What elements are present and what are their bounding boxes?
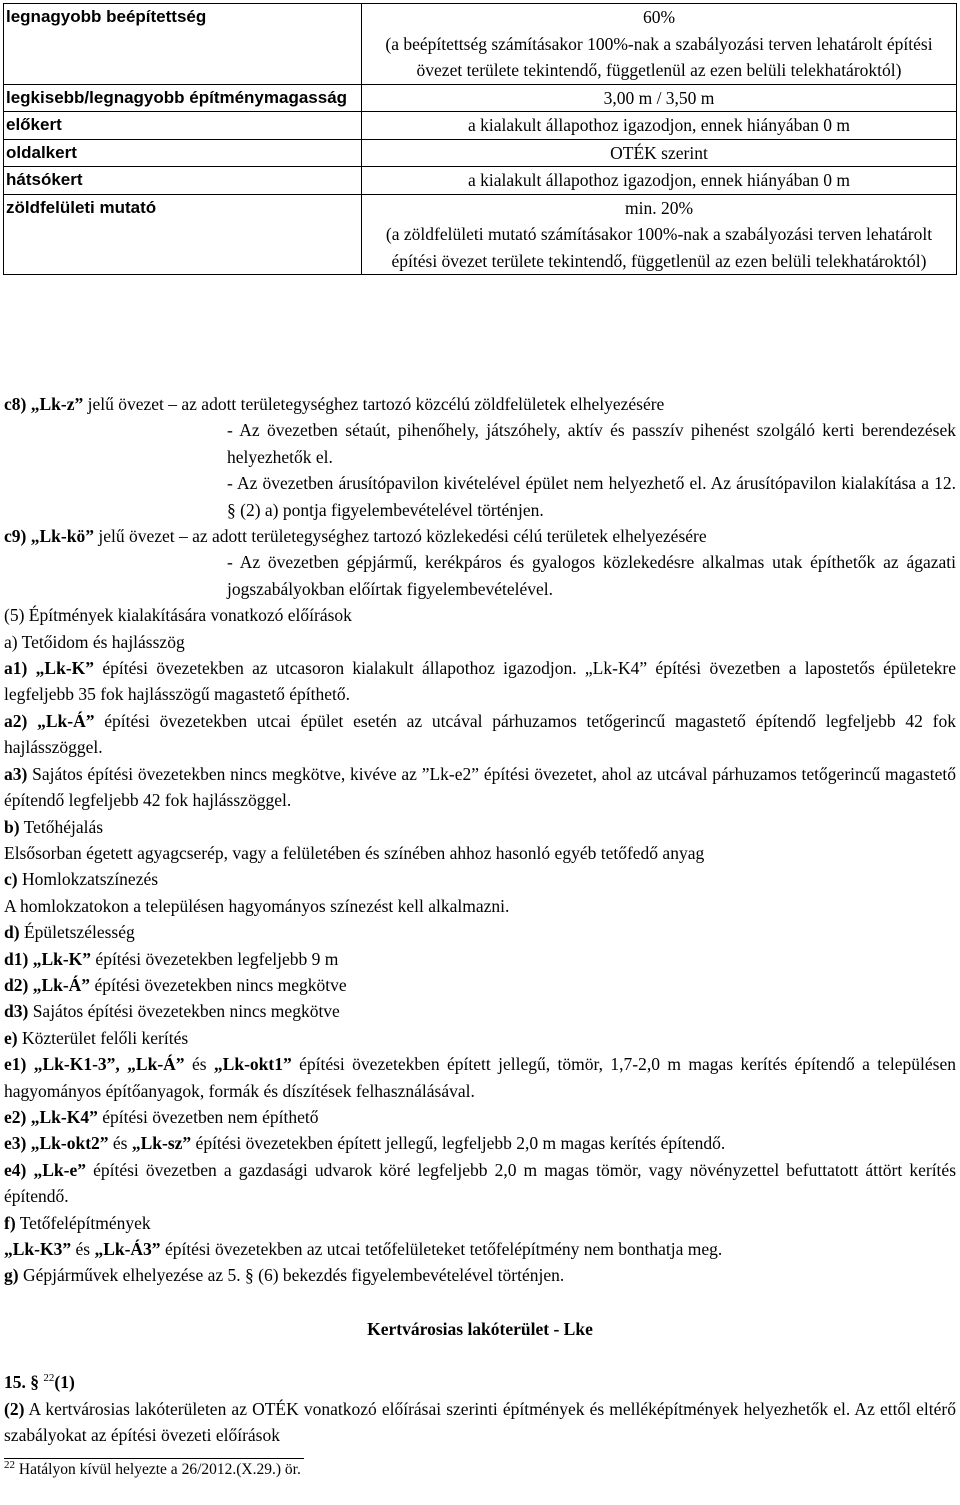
footnote-ref[interactable]: 22 <box>43 1372 55 1385</box>
item-label: d2) <box>4 974 29 995</box>
item-label: e1) <box>4 1054 27 1075</box>
table-row <box>4 112 957 140</box>
footnote-text: Hatályon kívül helyezte a 26/2012.(X.29.) ör. <box>15 1461 301 1479</box>
zone-code: „Lk-sz” <box>131 1133 192 1154</box>
item-a3 <box>4 761 956 814</box>
section-title <box>4 1316 956 1342</box>
item-e2 <box>4 1104 956 1130</box>
conjunction: és <box>108 1133 132 1154</box>
item-text: A kertvárosias lakóterületen az OTÉK vonatkozó előírásai szerinti építmények és melléképítmények helyezhetők el. Az ettől eltérő szabályokat az építési övezeti előírások <box>4 1398 956 1446</box>
item-label: e2) <box>4 1106 27 1127</box>
c8-bullet: - Az övezetben sétaút, pihenőhely, játszóhely, aktív és passzív pihenést szolgáló kerti berendezések helyezhetők el. <box>227 420 956 467</box>
item-g <box>4 1262 956 1288</box>
c8-bullet: - Az övezetben árusítópavilon kivételével épület nem helyezhető el. Az árusítópavilon kialakítása a 12. § (2) a) pontja figyelembevételével történjen. <box>227 473 956 520</box>
item-text: Közterület felőli kerítés <box>17 1027 189 1048</box>
subsection-f-heading <box>4 1210 956 1236</box>
item-label: c) <box>4 869 18 890</box>
item-c-text: A homlokzatokon a településen hagyományos színezést kell alkalmazni. <box>4 895 510 916</box>
item-text: Homlokzatszínezés <box>17 869 159 890</box>
item-text: építési övezetekben épített jellegű, legfeljebb 2,0 m magas kerítés építendő. <box>191 1133 726 1154</box>
item-d2 <box>4 972 956 998</box>
item-text: építési övezetben nem építhető <box>97 1106 319 1127</box>
document-body <box>4 391 956 1481</box>
table-row <box>4 194 957 275</box>
table-row <box>4 84 957 112</box>
item-text: építési övezetekben az utcai tetőfelületeket tetőfelépítmény nem bonthatja meg. <box>160 1239 723 1259</box>
item-e3 <box>4 1130 956 1156</box>
item-text: építési övezetekben utcai épület esetén az utcával párhuzamos tetőgerincű magastető építendő legfeljebb 42 fok hajlásszöggel. <box>4 710 957 758</box>
item-label: a3) <box>4 763 28 784</box>
subsection-e-heading <box>4 1025 956 1051</box>
conjunction: és <box>184 1054 214 1075</box>
row-label: legnagyobb beépítettség <box>4 4 362 85</box>
item-e1 <box>4 1051 956 1104</box>
value-line: 60% <box>642 7 676 27</box>
value-note: (a beépítettség számításakor 100%-nak a szabályozási terven lehatárolt építési övezet területe tekintendő, függetlenül az ezen belüli telekhatároktól) <box>385 33 933 80</box>
item-text: Tetőfelépítmények <box>15 1212 151 1233</box>
item-label: b) <box>4 816 20 837</box>
item-a2 <box>4 708 956 761</box>
item-label: e) <box>4 1027 18 1048</box>
row-value <box>362 194 957 275</box>
item-d1 <box>4 946 956 972</box>
zone-code: „Lk-K1-3”, „Lk-Á” <box>33 1054 185 1075</box>
row-label: hátsókert <box>4 167 362 195</box>
subsection-d-heading <box>4 919 956 945</box>
item-label: e3) <box>4 1133 27 1154</box>
item-e4 <box>4 1157 956 1210</box>
table-row <box>4 4 957 85</box>
paragraph-number: 15. § <box>4 1372 39 1393</box>
row-label: zöldfelületi mutató <box>4 194 362 275</box>
paragraph-15-2 <box>4 1396 956 1449</box>
c8-paragraph <box>4 391 956 417</box>
item-label: c8) <box>4 394 27 414</box>
item-label: d) <box>4 922 20 943</box>
zone-code: „Lk-okt1” <box>213 1054 292 1075</box>
item-label: (2) <box>4 1398 25 1419</box>
zone-code: „Lk-Á3” <box>94 1239 161 1259</box>
footnote <box>4 1459 956 1481</box>
item-text: Épületszélesség <box>19 922 135 943</box>
subsection-c-heading <box>4 866 956 892</box>
item-label: a2) <box>4 710 28 731</box>
item-text: Tetőhéjalás <box>19 816 104 837</box>
item-text: építési övezetekben legfeljebb 9 m <box>91 948 339 969</box>
value-note: (a zöldfelületi mutató számításakor 100%-nak a szabályozási terven lehatárolt építési övezet területe tekintendő, függetlenül az ezen belüli telekhatároktól) <box>385 224 933 271</box>
zone-code: „Lk-Á” <box>37 710 95 731</box>
c9-paragraph <box>4 523 956 549</box>
value-line: min. 20% <box>624 197 694 218</box>
page <box>3 3 957 275</box>
table-row <box>4 139 957 167</box>
item-text: építési övezetben a gazdasági udvarok köré legfeljebb 2,0 m magas tömör, vagy növényzettel befuttatott áttört kerítés építendő. <box>4 1159 957 1207</box>
item-text: Sajátos építési övezetekben nincs megkötve, kivéve az ”Lk-e2” építési övezetet, ahol az utcával párhuzamos tetőgerincű magastető építendő legfeljebb 42 fok hajlásszöggel. <box>4 763 956 811</box>
row-value: 3,00 m / 3,50 m <box>362 84 957 112</box>
subsection-number: (1) <box>54 1372 75 1393</box>
item-label: g) <box>4 1265 19 1286</box>
item-f-text <box>4 1236 956 1262</box>
conjunction: és <box>71 1239 95 1259</box>
item-label: d1) <box>4 948 29 969</box>
subsection-b-heading <box>4 814 956 840</box>
row-label: oldalkert <box>4 139 362 167</box>
item-text: Gépjárművek elhelyezése az 5. § (6) bekezdés figyelembevételével történjen. <box>18 1265 565 1286</box>
paragraph-15-heading <box>4 1369 956 1395</box>
footnote-number: 22 <box>4 1459 15 1472</box>
zone-code: „Lk-K4” <box>30 1106 98 1127</box>
zone-code: „Lk-K” <box>35 658 95 679</box>
item-label: e4) <box>4 1159 27 1180</box>
zone-code: „Lk-z” <box>30 394 84 414</box>
row-value: a kialakult állapothoz igazodjon, ennek hiányában 0 m <box>362 112 957 140</box>
row-value: a kialakult állapothoz igazodjon, ennek hiányában 0 m <box>362 167 957 195</box>
row-value <box>362 4 957 85</box>
item-a1 <box>4 655 956 708</box>
row-label: előkert <box>4 112 362 140</box>
section-title-text: Kertvárosias lakóterület - Lke <box>367 1318 593 1339</box>
item-text: építési övezetekben az utcasoron kialakult állapothoz igazodjon. „Lk-K4” építési övezetben a lapostetős épületekre legfeljebb 35 fok hajlásszögű magastető építhető. <box>4 658 957 705</box>
zone-code: „Lk-e” <box>33 1159 86 1180</box>
zone-code: „Lk-okt2” <box>30 1133 109 1154</box>
item-d3 <box>4 998 956 1024</box>
item-text: jelű övezet – az adott területegységhez tartozó közcélú zöldfelületek elhelyezésére <box>83 394 665 414</box>
item-label: d3) <box>4 1001 29 1022</box>
regulation-table <box>3 3 957 275</box>
item-text: építési övezetekben épített jellegű, tömör, 1,7-2,0 m magas kerítés építendő a településen hagyományos építőanyagok, formák és díszítések felhasználásával. <box>4 1054 957 1101</box>
subsection-a-heading: a) Tetőidom és hajlásszög <box>4 631 185 652</box>
item-text: építési övezetekben nincs megkötve <box>90 974 347 995</box>
item-label: c9) <box>4 526 27 547</box>
zone-code: „Lk-K3” <box>4 1239 72 1259</box>
table-row <box>4 167 957 195</box>
row-value: OTÉK szerint <box>362 139 957 167</box>
c9-bullet: - Az övezetben gépjármű, kerékpáros és gyalogos közlekedésre alkalmas utak építhetők az ágazati jogszabályokban előírtak figyelembevételével. <box>227 552 956 599</box>
item-text: Sajátos építési övezetekben nincs megkötve <box>28 1001 340 1022</box>
item-text: jelű övezet – az adott területegységhez tartozó közlekedési célú területek elhelyezésére <box>93 526 707 547</box>
section-5-heading: (5) Építmények kialakítására vonatkozó előírások <box>4 605 352 626</box>
item-label: a1) <box>4 658 28 679</box>
item-label: f) <box>4 1212 16 1233</box>
zone-code: „Lk-Á” <box>32 974 91 995</box>
zone-code: „Lk-K” <box>32 948 92 969</box>
zone-code: „Lk-kö” <box>30 526 94 547</box>
item-b-text: Elsősorban égetett agyagcserép, vagy a felületében és színében ahhoz hasonló egyéb tetőfedő anyag <box>4 842 705 863</box>
row-label: legkisebb/legnagyobb építménymagasság <box>4 84 362 112</box>
